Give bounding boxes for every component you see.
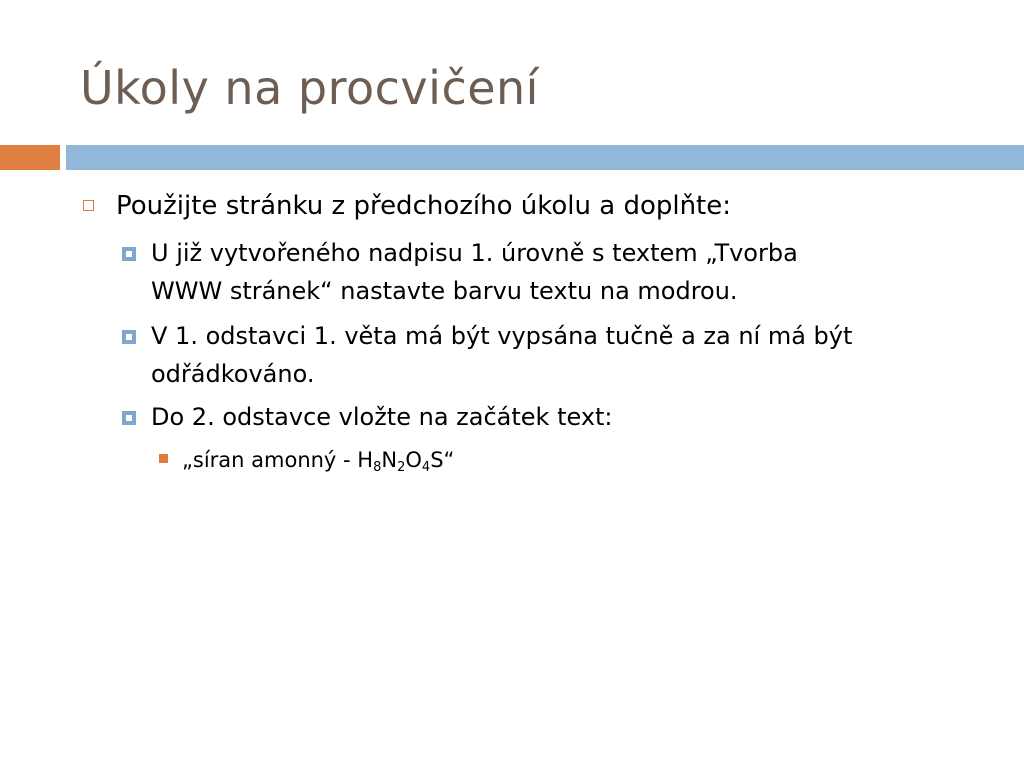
header-bar bbox=[66, 145, 1024, 170]
formula-subscript-2: 2 bbox=[397, 460, 406, 475]
formula-prefix: „síran amonný - H bbox=[182, 448, 374, 472]
bullet-level2-item2-line1: V 1. odstavci 1. věta má být vypsána tučně a za ní má být bbox=[151, 322, 853, 350]
formula-n: N bbox=[381, 448, 398, 472]
framed-square-bullet-icon bbox=[122, 247, 136, 261]
accent-bar bbox=[0, 145, 60, 170]
formula-subscript-4: 4 bbox=[421, 460, 431, 475]
bullet-level3-text bbox=[182, 442, 454, 478]
hollow-square-bullet-icon bbox=[83, 200, 94, 211]
bullet-level1-text: Použijte stránku z předchozího úkolu a doplňte: bbox=[116, 191, 732, 221]
slide-title: Úkoly na procvičení bbox=[80, 61, 539, 115]
bullet-level2-item3-line1: Do 2. odstavce vložte na začátek text: bbox=[151, 403, 613, 431]
framed-square-bullet-icon bbox=[122, 330, 136, 344]
formula-o: O bbox=[405, 448, 422, 472]
formula-subscript-8: 8 bbox=[373, 460, 382, 475]
bullet-level2-item1-line2: WWW stránek“ nastavte barvu textu na modrou. bbox=[151, 277, 738, 305]
filled-square-bullet-icon bbox=[159, 454, 168, 463]
bullet-level2-item1-line1: U již vytvořeného nadpisu 1. úrovně s textem „Tvorba bbox=[151, 239, 798, 267]
bullet-level2-item2-line2: odřádkováno. bbox=[151, 360, 315, 388]
framed-square-bullet-icon bbox=[122, 411, 136, 425]
formula-suffix: S“ bbox=[430, 448, 455, 472]
